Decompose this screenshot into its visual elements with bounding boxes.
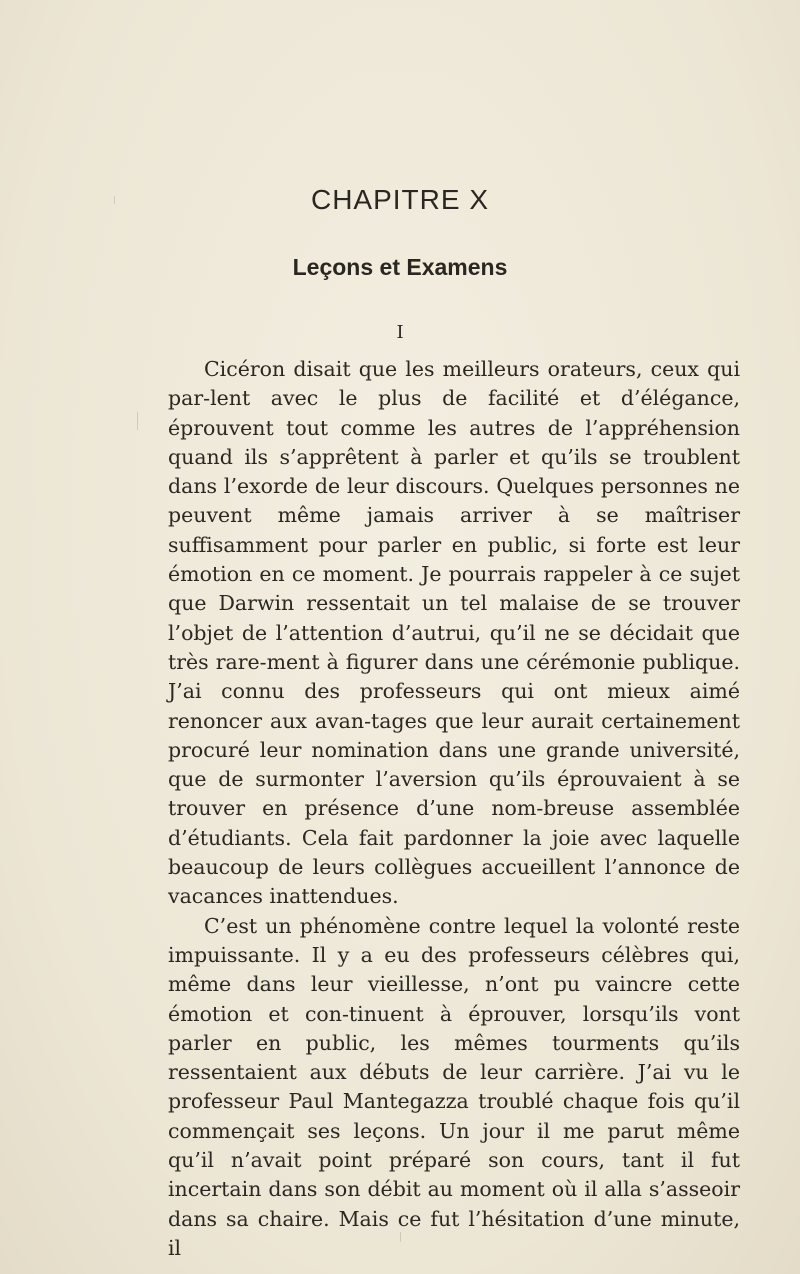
body-text xyxy=(168,355,740,1263)
paragraph: Cicéron disait que les meilleurs orateurs, ceux qui par-lent avec le plus de facilité et d’élégance, éprouvent tout comme les autres de l’appréhension quand ils s’apprêtent à parler et qu’ils se troublent dans l’exorde de leur discours. Quelques personnes ne peuvent même jamais arriver à se maîtriser suffisamment pour parler en public, si forte est leur émotion en ce moment. Je pourrais rappeler à ce sujet que Darwin ressentait un tel malaise de se trouver l’objet de l’attention d’autrui, qu’il ne se décidait que très rare-ment à figurer dans une cérémonie publique. J’ai connu des professeurs qui ont mieux aimé renoncer aux avan-tages que leur aurait certainement procuré leur nomination dans une grande université, que de surmonter l’aversion qu’ils éprouvaient à se trouver en présence d’une nom-breuse assemblée d’étudiants. Cela fait pardonner la joie avec laquelle beaucoup de leurs collègues accueillent l’annonce de vacances inattendues. xyxy=(168,357,740,909)
chapter-heading: CHAPITRE X xyxy=(310,184,490,215)
chapter-title: Leçons et Examens xyxy=(292,254,508,280)
paper-speck xyxy=(137,412,138,430)
paragraph: C’est un phénomène contre lequel la volonté reste impuissante. Il y a eu des professeurs célèbres qui, même dans leur vieillesse, n’ont pu vaincre cette émotion et con-tinuent à éprouver, lorsqu’ils vont parler en public, les mêmes tourments qu’ils ressentaient aux débuts de leur carrière. J’ai vu le professeur Paul Mantegazza troublé chaque fois qu’il commençait ses leçons. Un jour il me parut même qu’il n’avait point préparé son cours, tant il fut incertain dans son débit au moment où il alla s’asseoir dans sa chaire. Mais ce fut l’hésitation d’une minute, il xyxy=(168,913,740,1260)
section-number: I xyxy=(396,322,404,343)
